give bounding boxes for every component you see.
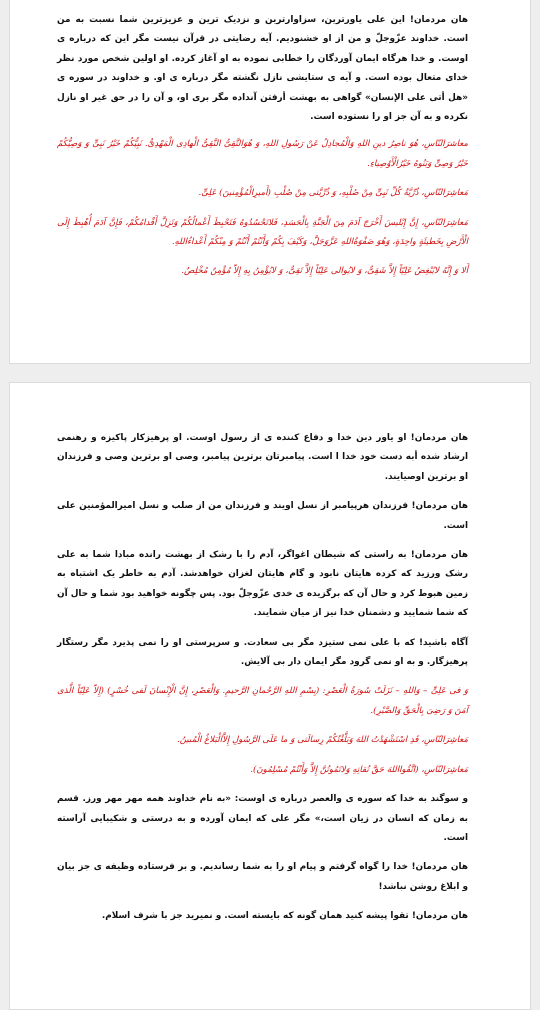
arabic-quote: مَعاشِرَالنّاسِ، قَدِ اسْتَشْهَدْتُ اللهَ وَبَلَّغْتُکُمْ رِسالَتی وَ ما عَلَی الرَّسُولِ إِلاَّالْبَلاغُ الْمُبینُ. [177, 735, 468, 746]
paragraph: هان مردمان! فرزندان هرپیامبر از نسل اویند و فرزندان من از صلب و نسل امیرالمؤمنین علی است. [57, 501, 468, 531]
arabic-quote: معاشرَالنّاسِ، هُوَ ناصِرُ دینِ اللهِ وَالْمُجادِلُ عَنْ رَسُولِ اللهِ، وَ هُوَالتَّقِیُّ النَّقِیُّ الْهادِی الْمَهْدِیُّ. نَبِیُّکُمْ خَیْرُ نَبِیٍّ وَ وَصِیُّکُمْ خَیْرُ وَصِیٍّ وَبَنُوهُ خَیْرُالْأَوْصِیاءِ. [57, 139, 468, 169]
arabic-quote: مَعاشِرَالنّاسِ، (اتَّقُوااللهَ حَقَّ تُقاتِهِ وَلاتَمُوتُنَّ إِلاَّ وَأَنْتُمْ مُسْلِمُونَ). [250, 764, 468, 775]
paragraph: هان مردمان! تقوا پیشه کنید همان گونه که بایسته است. و نمیرید جز با شرف اسلام. [101, 911, 468, 922]
paragraph: هان مردمان! به راستی که شیطان اغواگر، آدم را با رشک از بهشت رانده مبادا شما به علی رشک ورزید که کرده هایتان نابود و گام هایتان لغزان خواهدشد. آدم به خاطر یک اشتباه به زمین هبوط کرد و حال آن که برگزیده ی خدی عزّوجلّ بود. پس چگونه خواهید بود شما و حال آن که شما شمایید و دشمنان خدا نیز از میان شمایند. [57, 550, 468, 619]
paragraph: و سوگند به خدا که سوره ی والعصر درباره ی اوست: «به نام خداوند همه مهر مهر ورز. قسم به زمان که انسان در زیان است،» مگر علی که ایمان آورده و به درستی و شکیبایی آراسته است. [57, 794, 468, 843]
paragraph: آگاه باشید! که با علی نمی ستیزد مگر بی سعادت. و سرپرستی او را نمی پذیرد مگر رستگار پرهیزگار. و به او نمی گرود مگر ایمان دار بی آلایش. [57, 637, 468, 668]
arabic-quote: أَلا وَ إِنَّهُ لایُبْغِضُ عَلِیّاً إِلاَّ شَقِیٌّ، وَ لایُوالی عَلِیّاً إِلاَّ تَقِیٌّ، وَ لایُؤْمِنُ بِهِ إِلاّ مُؤْمِنٌ مُخْلِصٌ. [181, 266, 468, 277]
paragraph: هان مردمان! او یاور دین خدا و دفاع کننده ی از رسول اوست. او پرهیزکار پاکیزه و رهنمی ارشاد شده أبه دست خود خدا ا است. پیامبرتان برترین پیامبر، وصی او برترین وصی و فرزندان او برترین اوصیایند. [57, 433, 468, 482]
paragraph: هان مردمان! این علی یاورترین، سزاوارترین و نزدیک ترین و عزیزترین شما نسبت به من است. خداوند عزّوجلّ و من از او خشنودیم. آیه رضایتی در قرآن نیست مگر این که درباره ی اوست. و خدا هرگاه ایمان آوردگان را خطابی نموده به او آغاز کرده. او اولین شخص مورد نظر خدای متعال بوده است. و آیه ی ستایشی نازل نگشته مگر درباره ی او. و خداوند در سوره ی «هل أتی علی الإنسان» گواهی به بهشت أرفتن آنداده مگر بری او، و آن را در حق غیر او نازل نکرده و به آن جز او را نستوده است. [57, 15, 468, 123]
arabic-quote: مَعاشِرَالنّاسِ، ذُرِّیَّةُ کُلِّ نَبِیٍّ مِنْ صُلْبِهِ، وَ ذُرِّیَّتی مِنْ صُلْبِ (أَمیرِالْمُؤْمِنینَ) عَلِیٍّ. [198, 188, 468, 199]
document-page-2 [9, 382, 531, 1010]
paragraph: هان مردمان! خدا را گواه گرفتم و پیام او را به شما رساندیم. و بر فرستاده وظیفه ی جز بیان و ابلاغ روشن نباشد! [57, 862, 468, 892]
arabic-quote: مَعاشِرَالنّاسِ، إِنَّ إِبْلیسَ أَخْرَجَ آدَمَ مِنَ الْجَنَّةِ بِالْحَسَدِ، فَلاتَحْسُدُوهُ فَتَحْبِطَ أَعْمالُکُمْ وَتَزِلَّ أَقْدامُکُمْ، فَإِنَّ آدَمَ أُهْبِطَ إِلَی الْأَرْضِ بِخَطیئَةٍ واحِدَةٍ، وَهُوَ صَفْوَةُاللهِ عَزَّوَجَلَّ، وَکَیْفَ بِکُمْ وَأَنْتُمْ أَنْتُمْ وَ مِنْکُمْ أَعْداءُاللهِ. [57, 217, 468, 248]
arabic-quote: وَ فی عَلِیٍّ – وَاللهِ – نَزَلَتْ سُورَةُ الْعَصْرِ: (بِسْمِ اللهِ الرَّحْمانِ الرَّحیمِ. وَالْعَصْرِ، إِنَّ الْإِنْسانَ لَفی خُسْرٍ) (إِلاّ عَلِیّاً الَّذی آمَنَ وَ رَضِیَ بِالْحَقِّ وَالصَّبْرِ). [57, 686, 468, 716]
document-page-1 [9, 0, 531, 364]
